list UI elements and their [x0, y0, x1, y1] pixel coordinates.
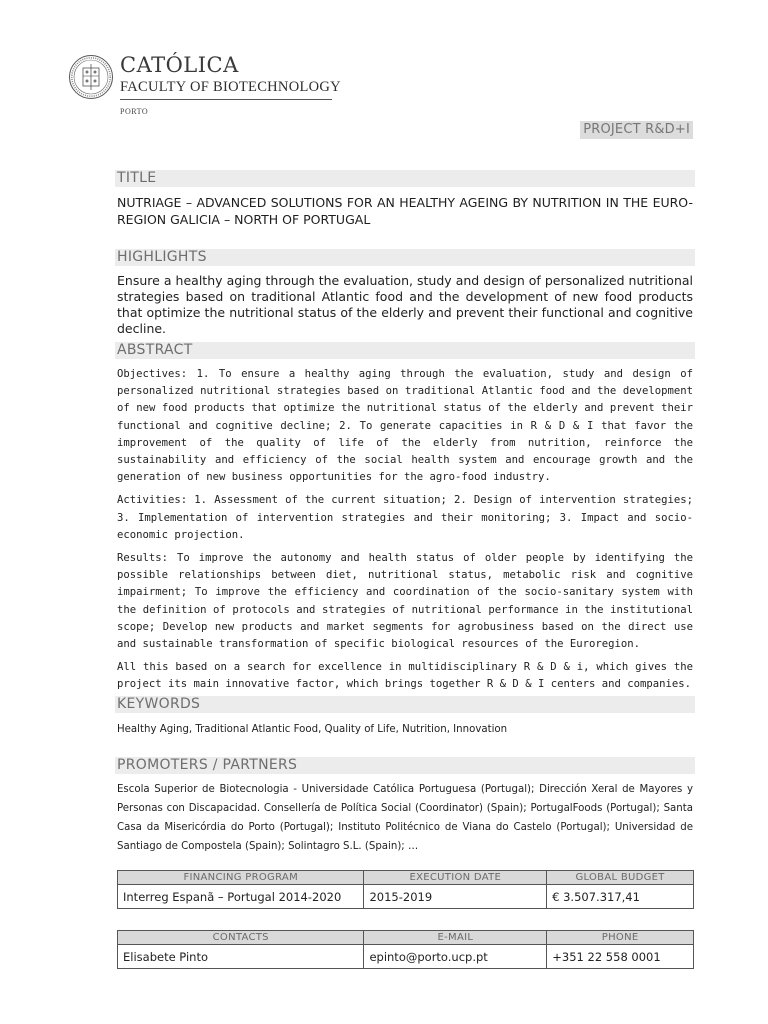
- contacts-table: [117, 930, 694, 969]
- table-row: [118, 945, 694, 969]
- execution-date-value: 2015-2019: [364, 885, 547, 909]
- project-tag: PROJECT R&D+I: [580, 121, 693, 139]
- abstract-activities: Activities: 1. Assessment of the current situation; 2. Design of intervention strategies; 3. Implementation of intervention strategies and their monitoring; 3. Impact and socio-economic projection.: [117, 494, 693, 541]
- city-name: PORTO: [120, 107, 149, 116]
- abstract-closing: All this based on a search for excellence in multidisciplinary R & D & i, which gives the project its main innovative factor, which brings together R & D & I centers and companies.: [117, 661, 693, 691]
- faculty-name: FACULTY OF BIOTECHNOLOGY: [120, 79, 341, 95]
- brand-divider: [120, 99, 332, 100]
- financing-table: [117, 870, 694, 909]
- abstract-objectives: Objectives: 1. To ensure a healthy aging through the evaluation, study and design of personalized nutritional strategies based on traditional Atlantic food and the development of new food products that optimize the nutritional status of the elderly and prevent their functional and cognitive decline; 2. To generate capacities in R & D & I that favor the improvement of the quality of life of the elderly from nutrition, reinforce the sustainability and efficiency of the social health system and encourage growth and the generation of new business opportunities for the agro-food industry.: [117, 368, 693, 484]
- institution-header: [68, 52, 348, 122]
- phone-header: PHONE: [547, 931, 694, 945]
- section-heading-title: TITLE: [115, 170, 695, 187]
- table-row: [118, 885, 694, 909]
- global-budget-header: GLOBAL BUDGET: [547, 871, 694, 885]
- section-heading-promoters: PROMOTERS / PARTNERS: [115, 757, 695, 774]
- project-title: NUTRIAGE – ADVANCED SOLUTIONS FOR AN HEALTHY AGEING BY NUTRITION IN THE EURO-REGION GALICIA – NORTH OF PORTUGAL: [117, 195, 693, 227]
- contacts-header-row: [118, 931, 694, 945]
- highlights-text: Ensure a healthy aging through the evaluation, study and design of personalized nutritional strategies based on traditional Atlantic food and the development of new food products that optimize the nutritional status of the elderly and prevent their functional and cognitive decline.: [117, 273, 693, 336]
- phone-value: +351 22 558 0001: [547, 945, 694, 969]
- brand-block: [120, 52, 341, 116]
- section-heading-keywords: KEYWORDS: [115, 696, 695, 713]
- section-heading-abstract: ABSTRACT: [115, 342, 695, 359]
- university-seal-icon: [68, 54, 114, 100]
- financing-header-row: [118, 871, 694, 885]
- keywords-text: Healthy Aging, Traditional Atlantic Food, Quality of Life, Nutrition, Innovation: [117, 724, 508, 735]
- abstract-results: Results: To improve the autonomy and health status of older people by identifying the possible relationships between diet, nutritional status, metabolic risk and cognitive impairment; To improve the efficiency and coordination of the socio-sanitary system with the definition of protocols and strategies of nutritional performance in the institutional scope; Develop new products and market segments for agrobusiness based on the direct use and sustainable transformation of specific biological resources of the Euroregion.: [117, 552, 693, 651]
- brand-name: CATÓLICA: [120, 53, 239, 77]
- abstract-body: [117, 366, 693, 700]
- promoters-text: Escola Superior de Biotecnologia - Universidade Católica Portuguesa (Portugal); Dirección Xeral de Mayores y Personas con Discapacidad. Consellería de Política Social (Coordinator) (Spain); PortugalFoods (Portugal); Santa Casa da Misericórdia do Porto (Portugal); Instituto Politécnico de Viana do Castelo (Portugal); Universidad de Santiago de Compostela (Spain); Solintagro S.L. (Spain); …: [117, 784, 693, 852]
- financing-program-value: Interreg Espanã – Portugal 2014-2020: [118, 885, 364, 909]
- global-budget-value: € 3.507.317,41: [547, 885, 694, 909]
- financing-program-header: FINANCING PROGRAM: [118, 871, 364, 885]
- contacts-header: CONTACTS: [118, 931, 364, 945]
- section-heading-highlights: HIGHLIGHTS: [115, 249, 695, 266]
- execution-date-header: EXECUTION DATE: [364, 871, 547, 885]
- contact-name-value: Elisabete Pinto: [118, 945, 364, 969]
- email-value[interactable]: epinto@porto.ucp.pt: [364, 945, 547, 969]
- email-header: E-MAIL: [364, 931, 547, 945]
